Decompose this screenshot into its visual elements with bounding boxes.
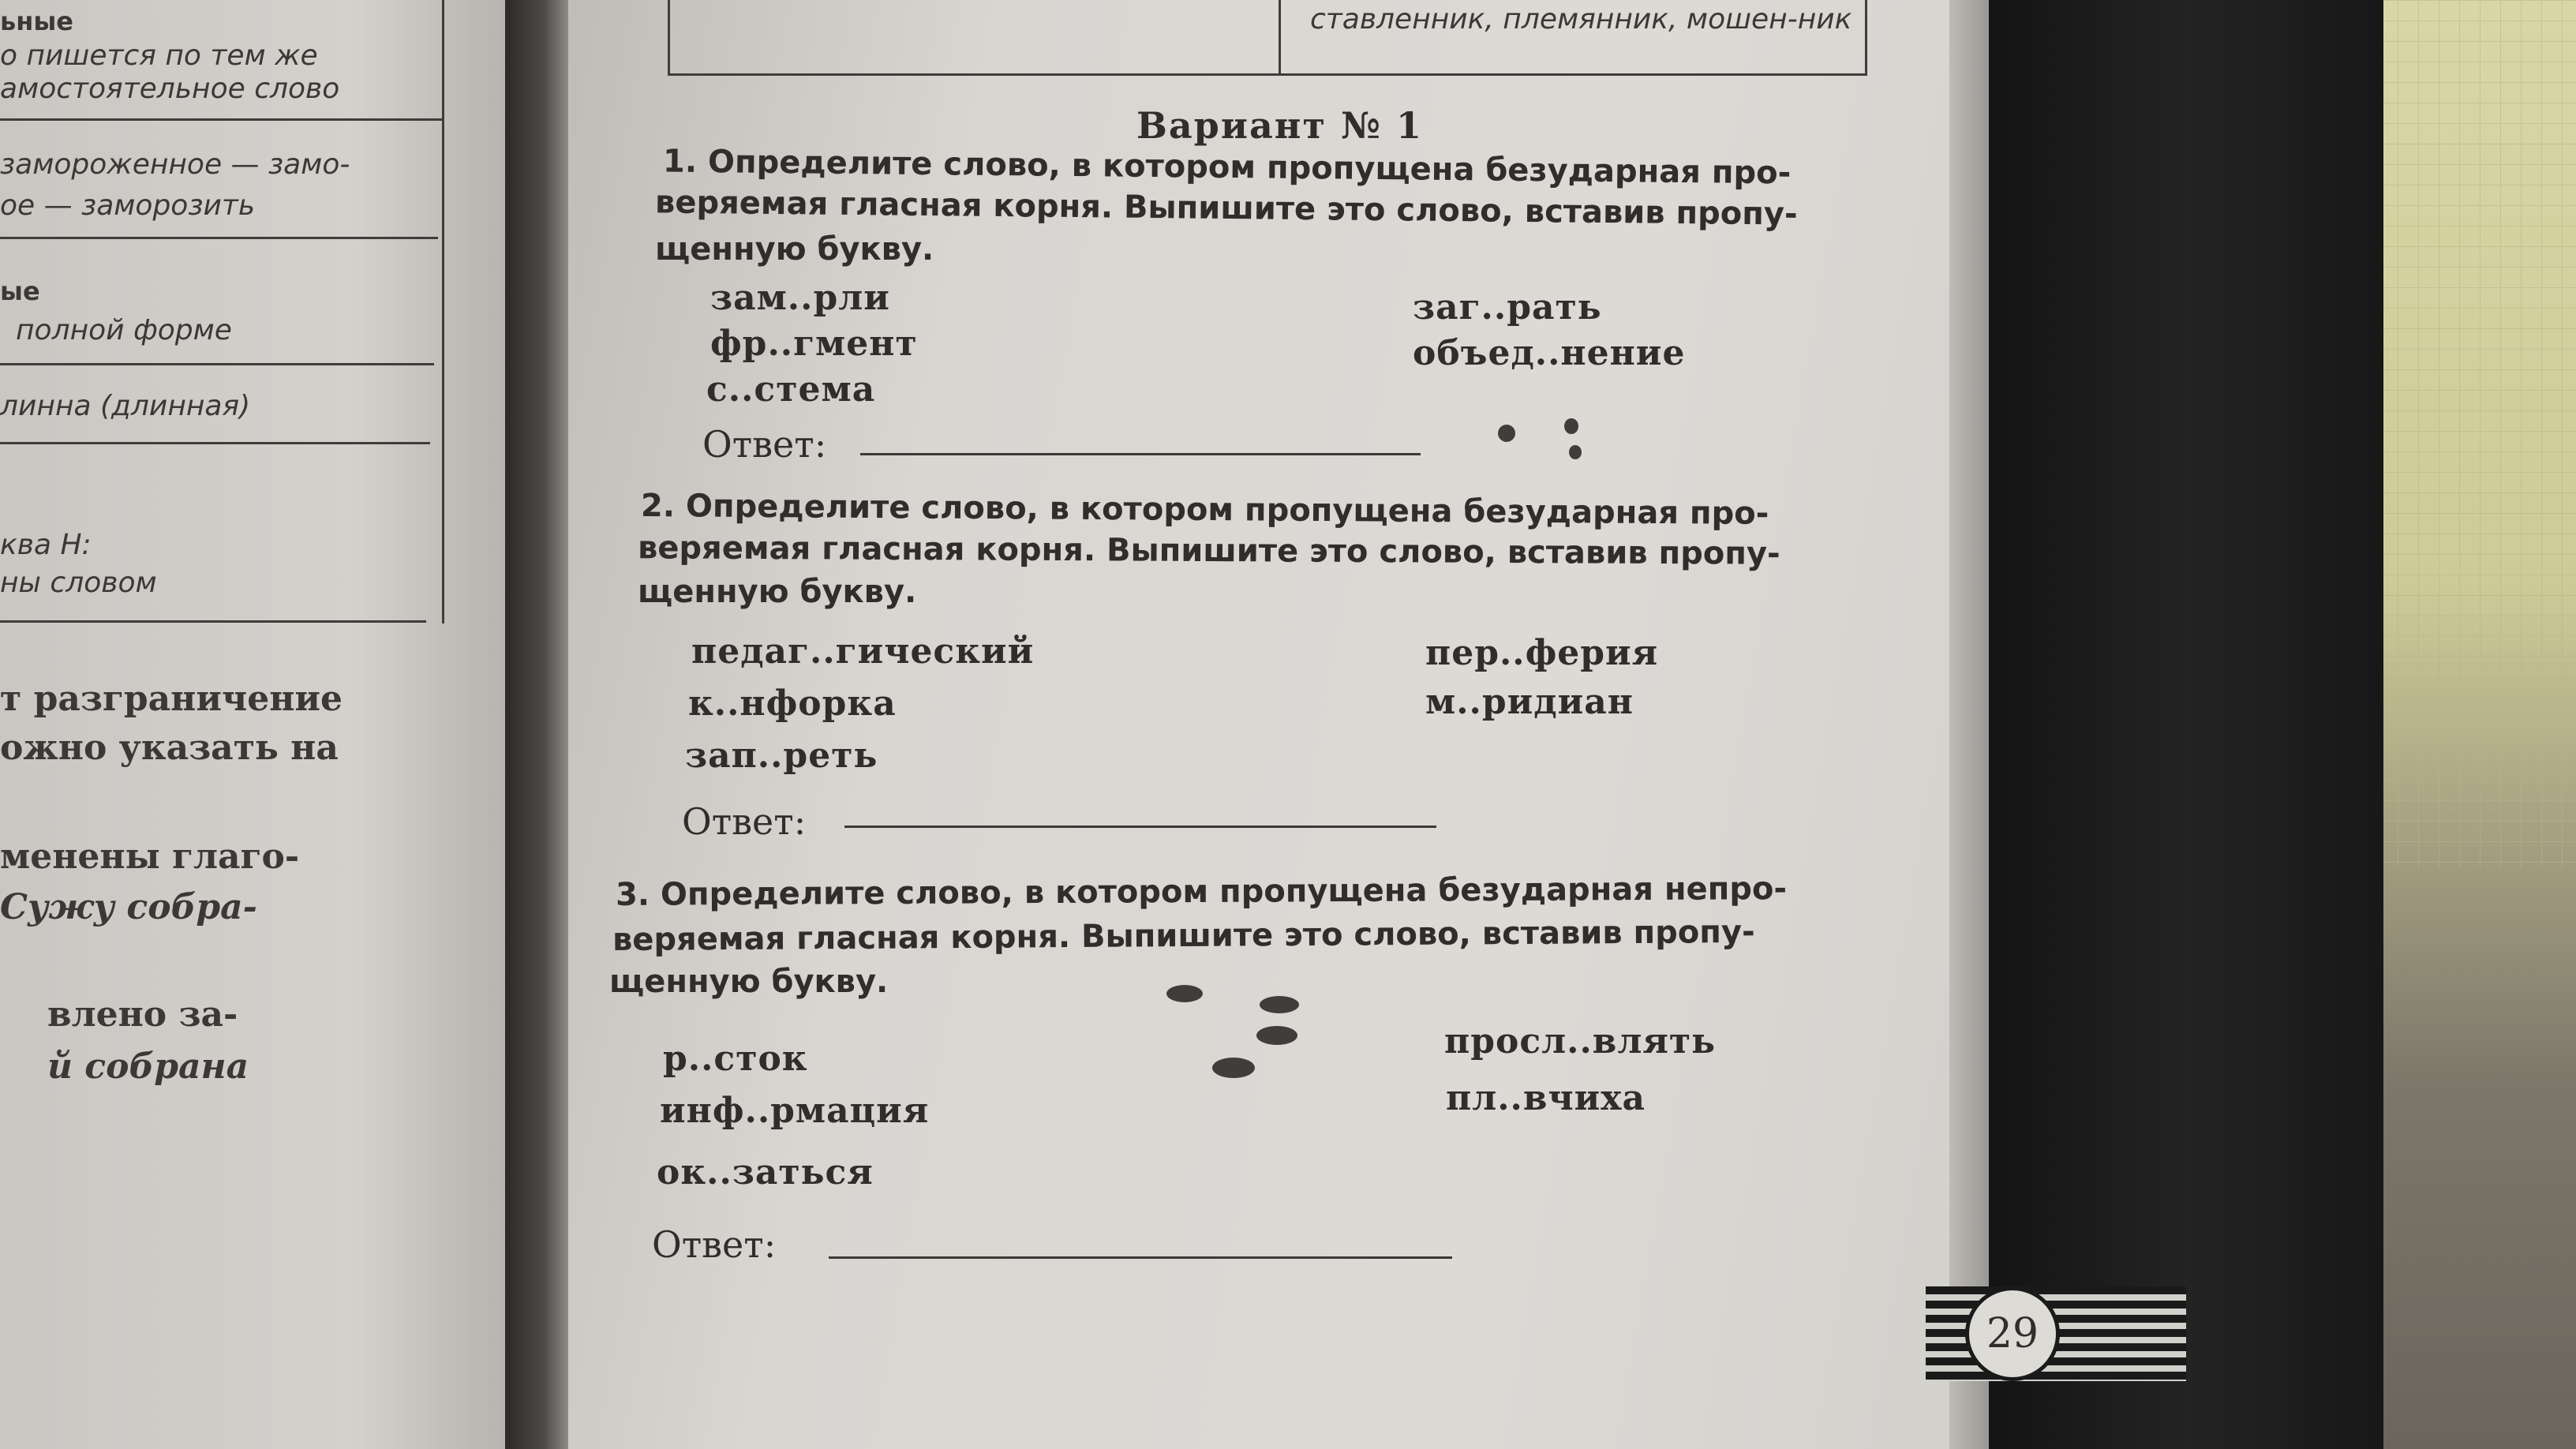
task-1-line-3: щенную букву. (655, 231, 934, 268)
task-1-word-4: заг..рать (1413, 287, 1602, 328)
ink-smudge (1498, 425, 1515, 442)
ink-smudge (1256, 1026, 1297, 1045)
task-1-word-5: объед..нение (1413, 333, 1686, 373)
left-bold-line-2: ожно указать на (0, 728, 339, 768)
task-2-line-1: 2. Определите слово, в котором пропущена безударная про- (640, 488, 1769, 532)
task-3-answer-field[interactable] (829, 1256, 1452, 1259)
task-2-answer-label: Ответ: (682, 800, 807, 843)
task-1-answer-field[interactable] (860, 453, 1421, 455)
left-line-6: ые (0, 276, 40, 306)
task-2-word-3: зап..реть (685, 736, 878, 776)
task-3-word-3: ок..заться (657, 1152, 874, 1193)
task-1-word-2: фр..гмент (710, 324, 918, 364)
task-2-line-2: веряемая гласная корня. Выпишите это слово, вставив пропу- (637, 530, 1780, 572)
left-line-7: полной форме (16, 314, 232, 346)
task-3-word-1: р..сток (663, 1039, 808, 1079)
task-2-word-5: м..ридиан (1425, 682, 1634, 722)
left-line-3: амостоятельное слово (0, 73, 340, 105)
left-bold-line-4: Сужу собра- (0, 887, 257, 927)
task-2-line-3: щенную букву. (638, 574, 917, 610)
task-1-line-2: веряемая гласная корня. Выпишите это слово, вставив пропу- (654, 184, 1798, 233)
left-line-2: о пишется по тем же (0, 39, 318, 72)
left-line-4: замороженное — замо- (0, 148, 350, 181)
task-2-word-4: пер..ферия (1425, 633, 1659, 673)
page-number: 29 (1986, 1310, 2039, 1357)
task-3-word-2: инф..рмация (660, 1091, 930, 1131)
ink-smudge (1564, 418, 1578, 434)
task-1-word-3: с..стема (706, 369, 876, 410)
task-3-word-4: просл..влять (1444, 1021, 1716, 1061)
task-1-word-1: зам..рли (710, 278, 890, 318)
left-page (0, 0, 505, 1449)
ink-smudge (1260, 996, 1299, 1013)
ink-smudge (1569, 445, 1582, 459)
variant-title: Вариант № 1 (1136, 104, 1423, 147)
top-table-text: ставленник, племянник, мошен-ник (1310, 3, 1852, 36)
left-bold-line-1: т разграничение (0, 679, 343, 719)
left-bold-line-5: влено за- (47, 994, 238, 1035)
task-3-line-3: щенную букву. (609, 964, 889, 1000)
left-line-9: ква Н: (0, 529, 92, 561)
left-line-10: ны словом (0, 567, 157, 599)
task-3-line-1: 3. Определите слово, в котором пропущена безударная непро- (615, 871, 1788, 913)
task-3-word-5: пл..вчиха (1446, 1078, 1646, 1118)
left-line-8: линна (длинная) (0, 390, 251, 422)
task-1-answer-label: Ответ: (702, 423, 827, 466)
page-number-badge (1965, 1286, 2060, 1381)
ink-smudge (1212, 1058, 1255, 1078)
task-3-answer-label: Ответ: (652, 1223, 777, 1266)
task-2-answer-field[interactable] (844, 826, 1436, 828)
page-gutter (505, 0, 568, 1449)
task-2-word-1: педаг..гический (691, 631, 1035, 672)
left-line-5: ое — заморозить (0, 189, 256, 222)
task-2-word-2: к..нфорка (688, 683, 897, 724)
task-1-line-1: 1. Определите слово, в котором пропущена безударная про- (662, 143, 1792, 192)
left-bold-line-3: менены глаго- (0, 837, 300, 877)
task-3-line-2: веряемая гласная корня. Выпишите это слово, вставив пропу- (612, 913, 1755, 959)
left-bold-line-6: й собрана (47, 1046, 249, 1087)
left-line-1: ьные (0, 6, 73, 36)
black-margin-band (1989, 0, 2383, 1449)
top-table-divider (1279, 0, 1281, 76)
ink-smudge (1166, 985, 1203, 1002)
